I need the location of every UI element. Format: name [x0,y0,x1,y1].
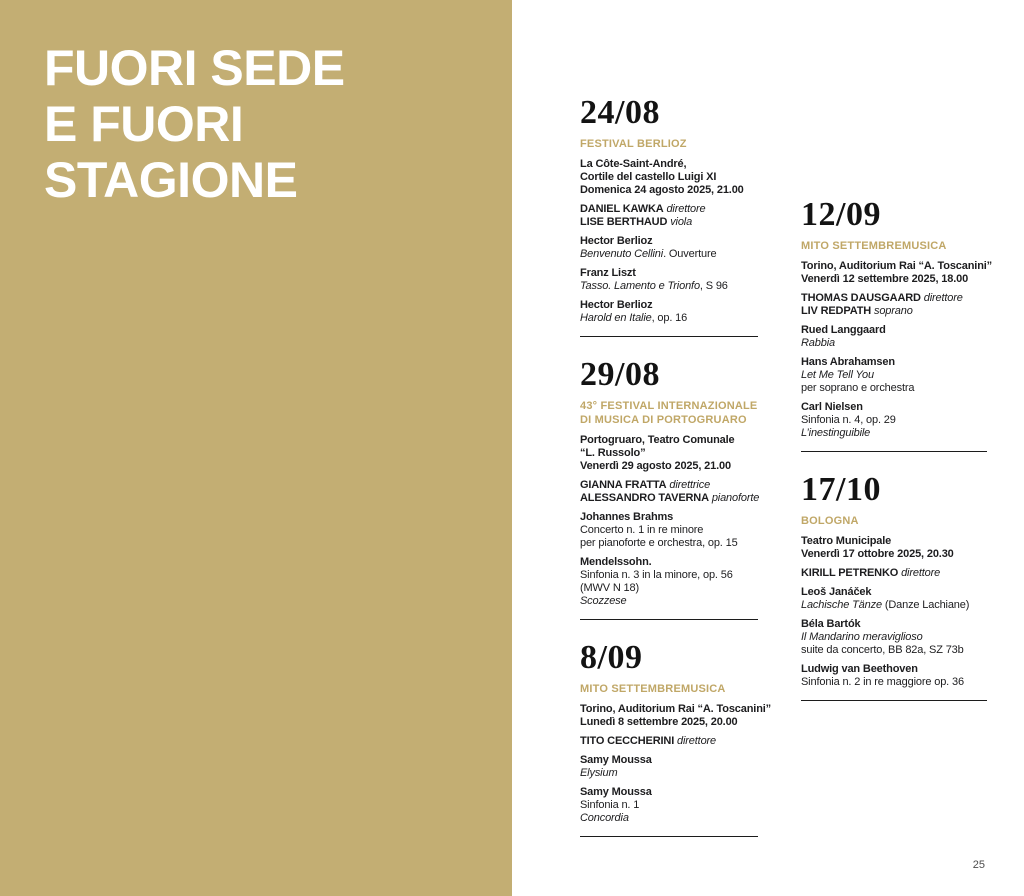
artist-role: soprano [873,305,913,317]
page-number: 25 [972,859,985,871]
work-title-line [801,676,987,689]
work-title-segment: Sinfonia n. 3 in la minore, op. 56 [580,569,733,581]
work-title-line [580,312,758,325]
artist-name: DANIEL KAWKA [580,203,664,215]
work-title-segment: Concerto n. 1 in re minore [580,524,704,536]
section-rule [801,700,987,701]
artist-role: direttore [677,735,717,747]
venue-line: “L. Russolo” [580,447,646,459]
event-venue [801,260,993,286]
work-composer: Hector Berlioz [580,235,653,247]
work-entry [580,556,758,608]
work-title-segment: per pianoforte e orchestra, op. 15 [580,537,738,549]
event-date: 12/09 [801,196,881,233]
work-title-segment: Il Mandarino meraviglioso [801,631,923,643]
work-title-segment: L’inestinguibile [801,427,871,439]
festival-label-line: FESTIVAL BERLIOZ [580,138,687,150]
event-artists [801,567,987,580]
event-festival-label [580,682,758,696]
work-entry [580,511,758,550]
event-date: 29/08 [580,356,660,393]
festival-label-line: MITO SETTEMBREMUSICA [801,240,947,252]
event-venue [580,434,758,473]
work-title-line [580,582,758,595]
artist-line [580,492,758,505]
section-rule [580,619,758,620]
venue-line: Portogruaro, Teatro Comunale [580,434,735,446]
event [580,356,758,620]
work-title-segment: Sinfonia n. 1 [580,799,640,811]
artist-name: KIRILL PETRENKO [801,567,899,579]
festival-label-line: BOLOGNA [801,515,859,527]
work-title-segment: Concordia [580,812,629,824]
artist-role: direttrice [669,479,711,491]
work-title-segment: (MWV N 18) [580,582,640,594]
work-title-line [801,644,987,657]
page-title-line: FUORI SEDE [44,40,345,96]
artist-role: direttore [923,292,963,304]
artist-line [580,216,758,229]
work-title-segment: Sinfonia n. 2 in re maggiore op. 36 [801,676,964,688]
work-entry [801,324,987,350]
event [801,471,987,701]
event-venue [580,158,758,197]
venue-line: Lunedì 8 settembre 2025, 20.00 [580,716,738,728]
artist-line [801,292,987,305]
work-composer: Béla Bartók [801,618,861,630]
work-title-segment: (Danze Lachiane) [881,599,970,611]
event-festival-label [801,514,987,528]
work-title-line [801,382,987,395]
event-festival-label [580,137,758,151]
work-entry [801,401,987,440]
event-venue [801,535,987,561]
work-entry [580,754,758,780]
artist-line [580,479,758,492]
work-title-segment: Lachische Tänze [801,599,882,611]
work-entry [801,356,987,395]
work-composer: Johannes Brahms [580,511,674,523]
work-title-line [580,524,758,537]
venue-line: Domenica 24 agosto 2025, 21.00 [580,184,744,196]
work-title-line [580,595,758,608]
artist-role: viola [670,216,693,228]
event-venue [580,703,772,729]
artist-line [801,567,987,580]
work-title-line [580,799,758,812]
artist-line [801,305,987,318]
work-entry [801,586,987,612]
event-festival-label [801,239,987,253]
work-title-line [801,631,987,644]
work-title-line [801,369,987,382]
work-composer: Carl Nielsen [801,401,863,413]
work-title-line [801,427,987,440]
work-composer: Hector Berlioz [580,299,653,311]
event-date: 24/08 [580,94,660,131]
page-title [44,40,345,208]
work-title-line [580,569,758,582]
work-title-segment: Harold en Italie [580,312,652,324]
section-rule [801,451,987,452]
work-title-segment: Tasso. Lamento e Trionfo [580,280,700,292]
venue-line: Torino, Auditorium Rai “A. Toscanini” [580,703,772,715]
page-title-line: E FUORI [44,96,244,152]
work-composer: Mendelssohn. [580,556,652,568]
event-festival-label [580,399,758,427]
section-rule [580,336,758,337]
event [580,94,758,337]
work-composer: Franz Liszt [580,267,636,279]
festival-label-line: MITO SETTEMBREMUSICA [580,683,726,695]
work-title-line [580,812,758,825]
work-composer: Hans Abrahamsen [801,356,895,368]
work-title-segment: , op. 16 [651,312,688,324]
work-title-segment: . Ouverture [663,248,717,260]
work-title-line [580,280,758,293]
work-title-line [580,767,758,780]
section-rule [580,836,758,837]
work-title-segment: , S 96 [699,280,728,292]
artist-name: TITO CECCHERINI [580,735,675,747]
events-column [801,196,993,720]
work-title-segment: suite da concerto, BB 82a, SZ 73b [801,644,964,656]
venue-line: Teatro Municipale [801,535,892,547]
event-date: 8/09 [580,639,643,676]
festival-label-line: DI MUSICA DI PORTOGRUARO [580,414,747,426]
artist-name: ALESSANDRO TAVERNA [580,492,709,504]
artist-name: THOMAS DAUSGAARD [801,292,921,304]
event-artists [580,479,758,505]
event [580,639,772,837]
work-title-segment: Sinfonia n. 4, op. 29 [801,414,896,426]
work-title-line [801,414,987,427]
work-title-segment: Benvenuto Cellini [580,248,664,260]
event-artists [801,292,987,318]
work-entry [580,786,758,825]
work-entry [580,299,758,325]
venue-line: Venerdì 12 settembre 2025, 18.00 [801,273,969,285]
artist-line [580,203,758,216]
artist-name: LIV REDPATH [801,305,872,317]
venue-line: La Côte-Saint-André, [580,158,687,170]
work-composer: Ludwig van Beethoven [801,663,918,675]
venue-line: Venerdì 17 ottobre 2025, 20.30 [801,548,954,560]
event-date: 17/10 [801,471,881,508]
venue-line: Venerdì 29 agosto 2025, 21.00 [580,460,731,472]
work-composer: Samy Moussa [580,754,652,766]
venue-line: Cortile del castello Luigi XI [580,171,717,183]
work-title-segment: Scozzese [580,595,627,607]
events-column [580,94,772,856]
work-title-segment: Elysium [580,767,618,779]
artist-line [580,735,758,748]
event-artists [580,735,758,748]
work-composer: Samy Moussa [580,786,652,798]
venue-line: Torino, Auditorium Rai “A. Toscanini” [801,260,993,272]
work-entry [580,267,758,293]
event-artists [580,203,758,229]
artist-role: direttore [901,567,941,579]
work-entry [801,663,987,689]
artist-name: GIANNA FRATTA [580,479,667,491]
work-title-segment: Let Me Tell You [801,369,874,381]
work-title-line [801,337,987,350]
artist-name: LISE BERTHAUD [580,216,668,228]
work-title-segment: per soprano e orchestra [801,382,915,394]
work-entry [801,618,987,657]
artist-role: pianoforte [711,492,760,504]
work-composer: Leoš Janáček [801,586,872,598]
work-entry [580,235,758,261]
artist-role: direttore [666,203,706,215]
work-title-line [580,537,758,550]
work-title-segment: Rabbia [801,337,835,349]
work-title-line [580,248,758,261]
page-title-line: STAGIONE [44,152,298,208]
work-title-line [801,599,987,612]
event [801,196,993,452]
festival-label-line: 43° FESTIVAL INTERNAZIONALE [580,400,758,412]
work-composer: Rued Langgaard [801,324,886,336]
